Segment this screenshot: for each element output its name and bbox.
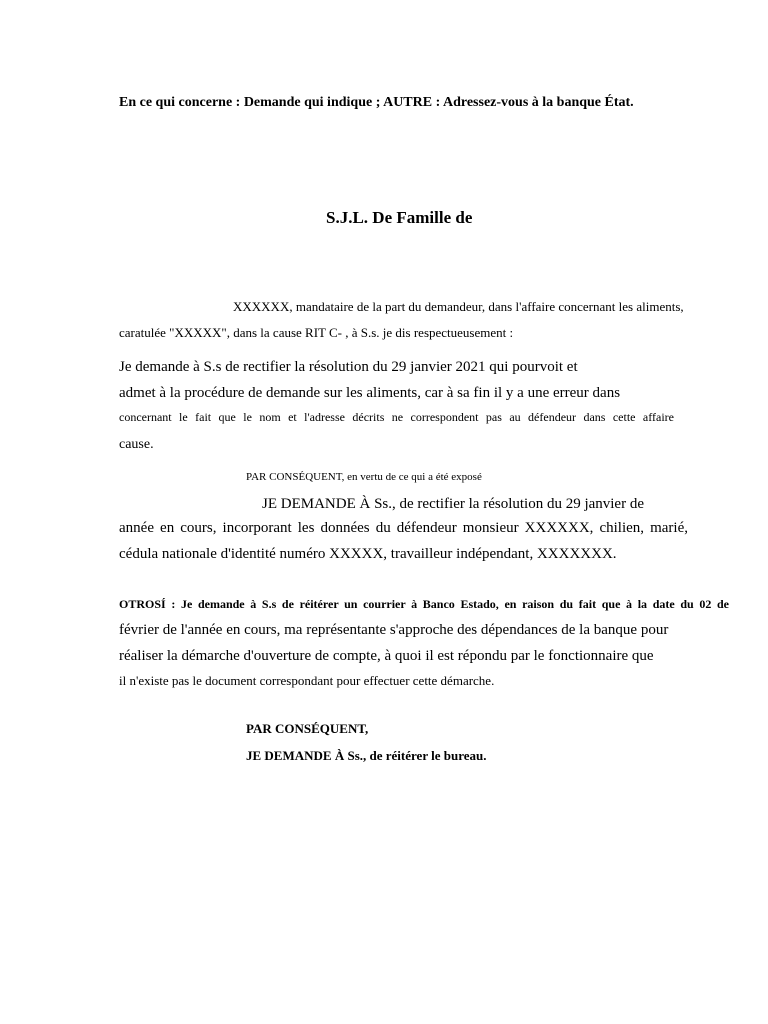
- otrosi-line: il n'existe pas le document correspondant pour effectuer cette démarche.: [119, 673, 495, 688]
- demand-line: année en cours, incorporant les données du défendeur monsieur XXXXXX, chilien, marié,: [119, 520, 688, 536]
- demand-line: cédula nationale d'identité numéro XXXXX, travailleur indépendant, XXXXXXX.: [119, 546, 617, 562]
- request-line: admet à la procédure de demande sur les aliments, car à sa fin il y a une erreur dans: [119, 385, 621, 401]
- demand-line: JE DEMANDE À Ss., de rectifier la résolution du 29 janvier de: [262, 496, 644, 512]
- therefore-statement: PAR CONSÉQUENT, en vertu de ce qui a été exposé: [246, 471, 482, 483]
- otrosi-line: OTROSÍ : Je demande à S.s de réitérer un courrier à Banco Estado, en raison du fait que à la date du 02 de: [119, 597, 729, 611]
- intro-line: caratulée "XXXXX", dans la cause RIT C- , à S.s. je dis respectueusement :: [119, 325, 514, 340]
- closing-demand: JE DEMANDE À Ss., de réitérer le bureau.: [246, 748, 487, 763]
- request-line: concernant le fait que le nom et l'adresse décrits ne correspondent pas au défendeur dans cette affaire: [119, 410, 674, 424]
- court-title: S.J.L. De Famille de: [326, 208, 473, 227]
- otrosi-line: février de l'année en cours, ma représentante s'approche des dépendances de la banque pour: [119, 622, 669, 638]
- request-line: Je demande à S.s de rectifier la résolution du 29 janvier 2021 qui pourvoit et: [119, 359, 578, 375]
- intro-line: XXXXXX, mandataire de la part du demandeur, dans l'affaire concernant les aliments,: [233, 299, 684, 314]
- closing-therefore: PAR CONSÉQUENT,: [246, 721, 369, 736]
- otrosi-line: réaliser la démarche d'ouverture de compte, à quoi il est répondu par le fonctionnaire que: [119, 648, 654, 664]
- request-line: cause.: [119, 437, 154, 452]
- subject-line: En ce qui concerne : Demande qui indique ; AUTRE : Adressez-vous à la banque État.: [119, 95, 634, 110]
